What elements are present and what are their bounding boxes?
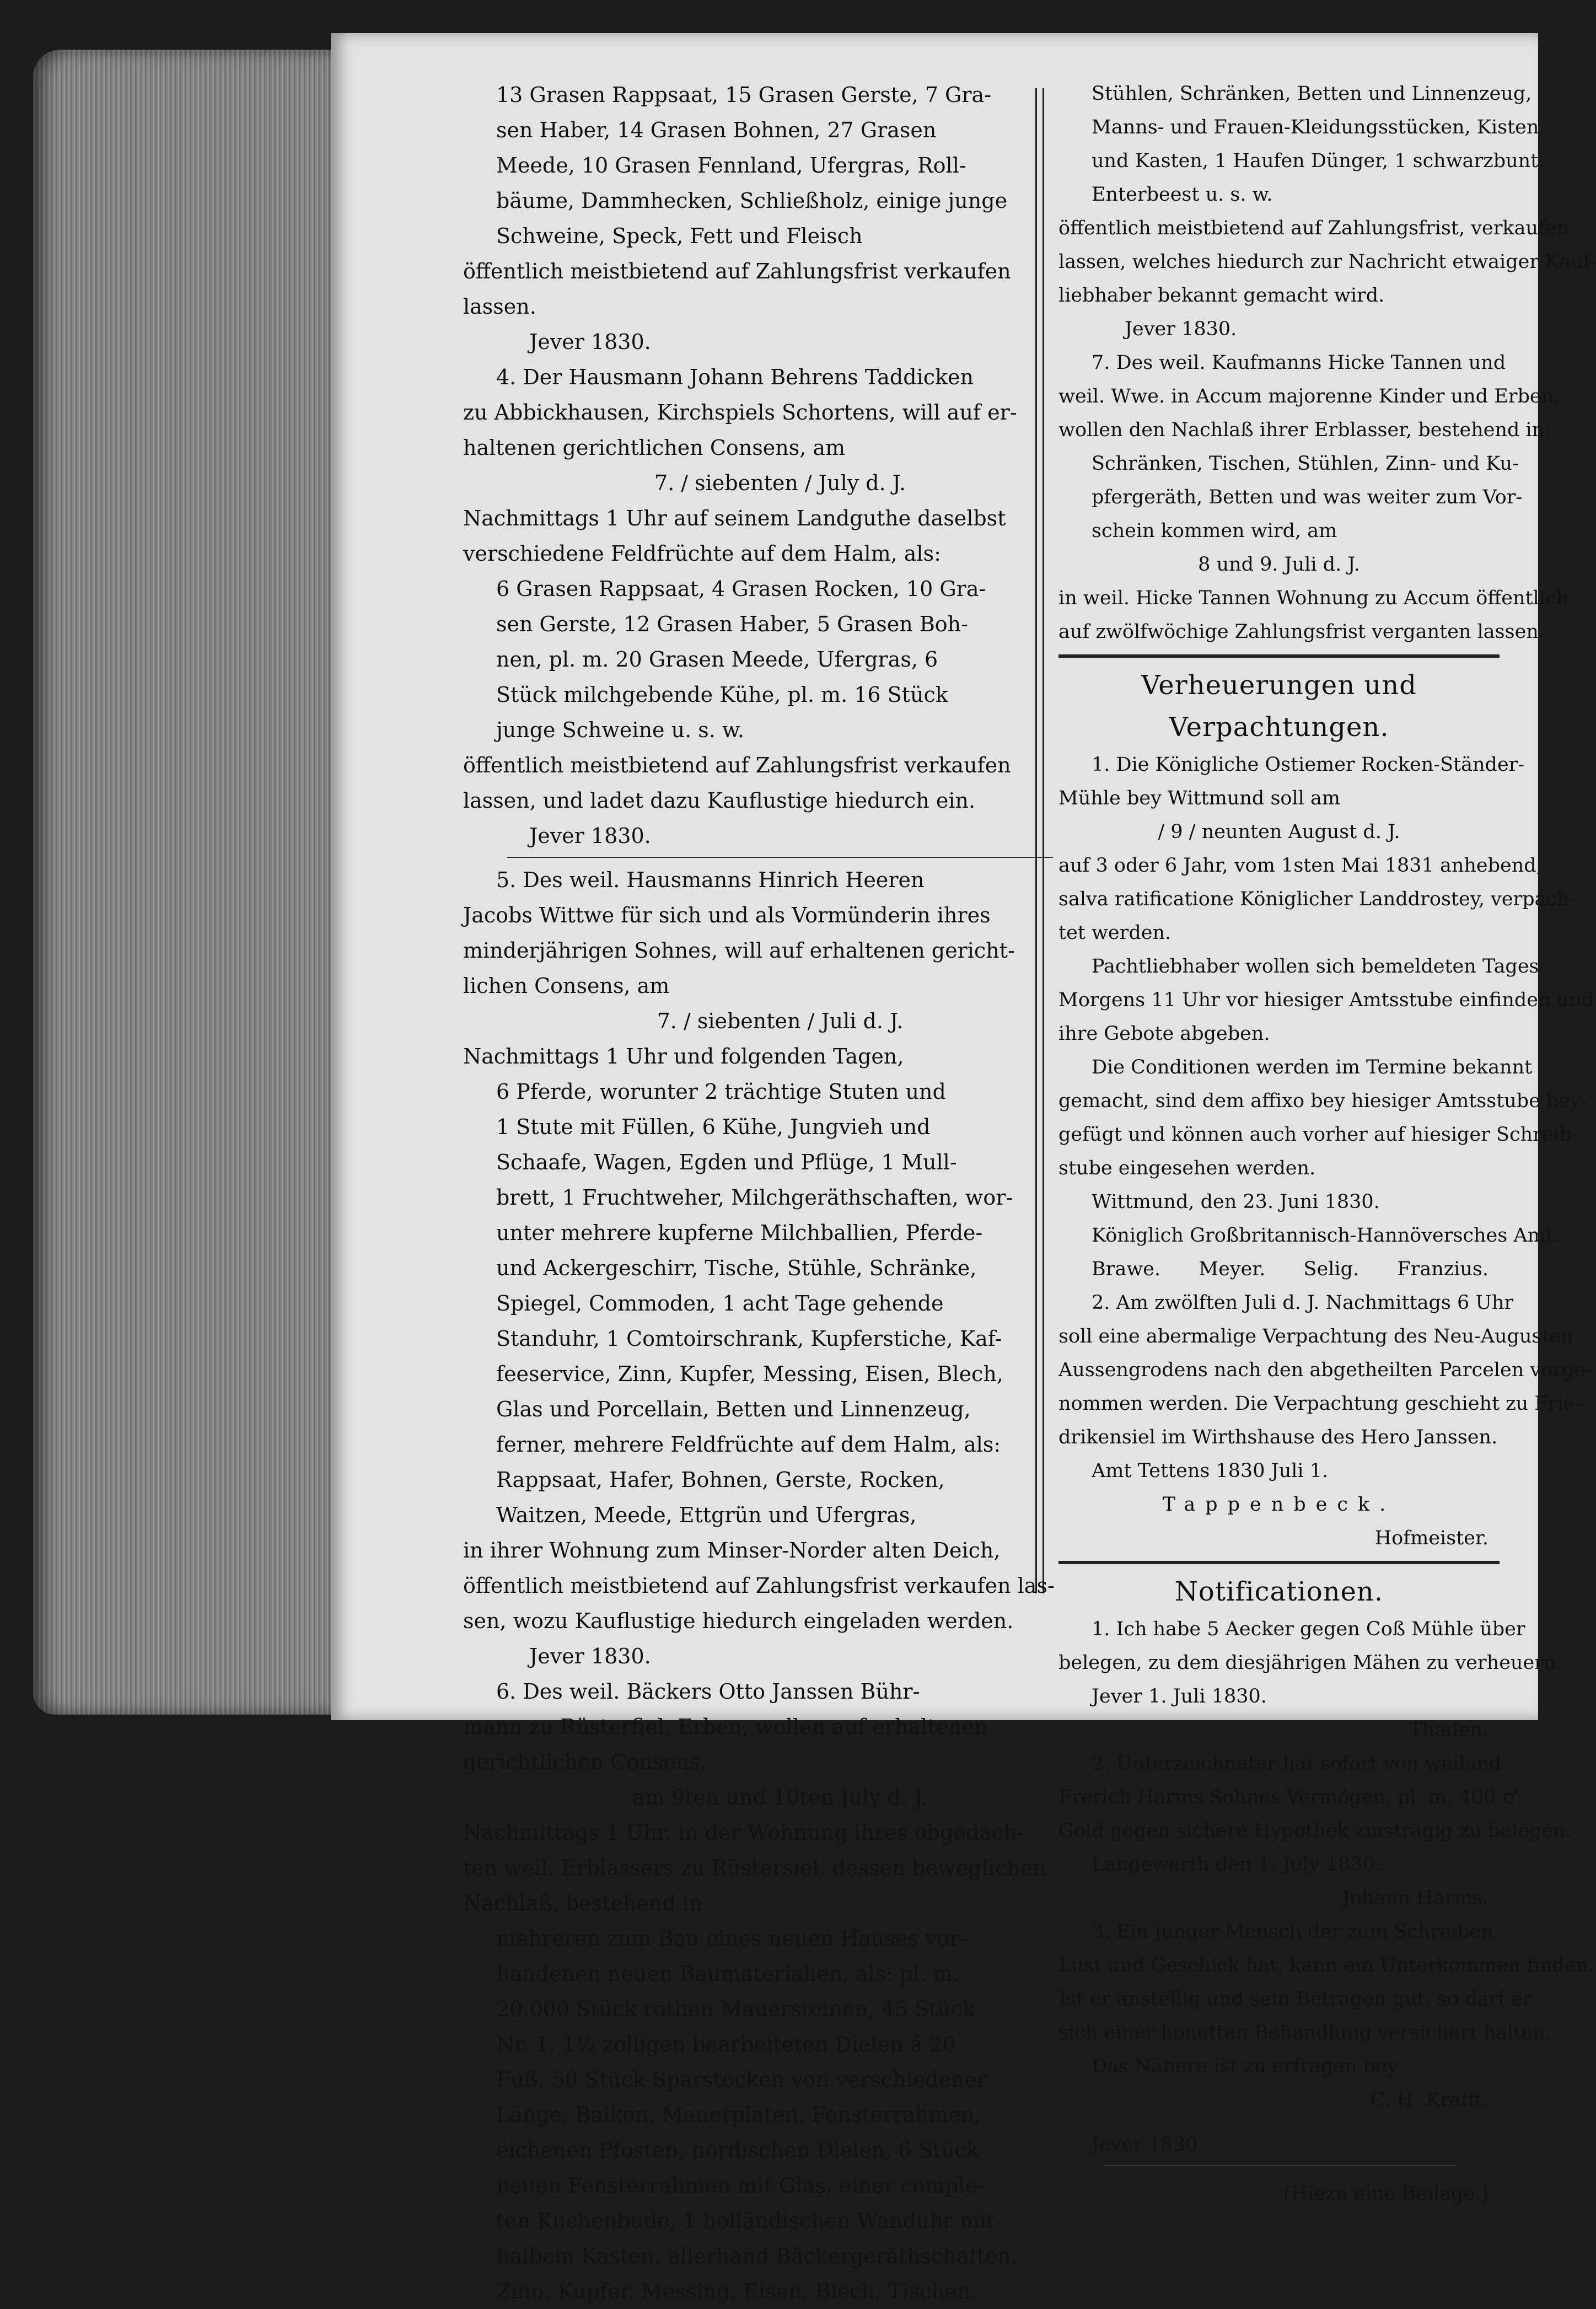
place-date: Jever 1830. [529, 824, 651, 848]
signer-title: Hofmeister. [1374, 1527, 1488, 1549]
text-line: Nachlaß, bestehend in [463, 1891, 703, 1915]
text-line: weil. Wwe. in Accum majorenne Kinder und Erben, [1058, 385, 1560, 407]
text-line: 20,000 Stück rothen Mauersteinen, 45 Stück [496, 1997, 976, 2021]
notification-1 [1058, 1613, 1562, 1747]
text-line: gefügt und können auch vorher auf hiesiger Schreib- [1058, 1124, 1578, 1146]
place-date: Langewerth den 1. July 1830. [1092, 1854, 1382, 1876]
text-line: verschiedene Feldfrüchte auf dem Halm, als: [463, 541, 941, 566]
text-line: ferner, mehrere Feldfrüchte auf dem Halm, als: [496, 1432, 1001, 1457]
text-line: Enterbeest u. s. w. [1092, 184, 1273, 206]
supplement-note: (Hiezu eine Beilage.) [1283, 2183, 1488, 2205]
text-line: Spiegel, Commoden, 1 acht Tage gehende [496, 1291, 944, 1315]
separator-rule [1103, 2165, 1455, 2166]
place-date: Jever 1830. [1092, 2134, 1204, 2156]
auction-date: am 9ten und 10ten July d. J. [632, 1785, 928, 1809]
text-line: Aussengrodens nach den abgetheilten Parcelen vorge- [1058, 1359, 1592, 1381]
place-date: Jever 1. Juli 1830. [1092, 1685, 1267, 1707]
text-line: Nachmittags 1 Uhr auf seinem Landguthe daselbst [463, 506, 1006, 530]
text-line: auf zwölfwöchige Zahlungsfrist verganten lassen. [1058, 621, 1545, 643]
auction-date: 7. / siebenten / Juli d. J. [657, 1009, 904, 1033]
notification-3 [1058, 1915, 1595, 2211]
text-line: Zinn, Kupfer, Messing, Eisen, Blech, Tischen, [496, 2279, 978, 2303]
text-line: Frerich Harms Sohnes Vermögen, pl. m. 400 ♂ [1058, 1786, 1519, 1808]
item-list [463, 1074, 1097, 1533]
text-line: feeservice, Zinn, Kupfer, Messing, Eisen, Blech, [496, 1362, 1003, 1386]
text-line: stube eingesehen werden. [1058, 1157, 1316, 1179]
text-line: Glas und Porcellain, Betten und Linnenzeug, [496, 1397, 971, 1421]
auction-date: 8 und 9. Juli d. J. [1198, 554, 1360, 576]
text-line: sen, wozu Kauflustige hiedurch eingeladen werden. [463, 1609, 1014, 1633]
text-line: Meede, 10 Grasen Fennland, Ufergras, Roll- [496, 153, 966, 178]
continuation-items [463, 77, 1097, 254]
section-rule [1058, 654, 1500, 658]
text-line: lassen, welches hiedurch zur Nachricht etwaiger Kauf- [1058, 251, 1596, 273]
text-line: nommen werden. Die Verpachtung geschieht zu Frie- [1058, 1393, 1582, 1415]
newspaper-page [331, 33, 1596, 2303]
text-line: ten Kuchenbude, 1 holländischen Wanduhr mit [496, 2209, 995, 2233]
text-line: salva ratificatione Königlicher Landdrostey, verpach- [1058, 888, 1576, 910]
text-line: öffentlich meistbietend auf Zahlungsfrist verkaufen [463, 259, 1011, 283]
text-line: öffentlich meistbietend auf Zahlungsfrist, verkaufen [1058, 217, 1570, 239]
signer: Meyer. [1199, 1258, 1266, 1280]
text-line: Jacobs Wittwe für sich und als Vormünderin ihres [463, 903, 991, 927]
text-line: unter mehrere kupferne Milchballien, Pferde- [496, 1221, 983, 1245]
text-line: Stühlen, Schränken, Betten und Linnenzeug, [1092, 83, 1532, 105]
text-line: neuen Fensterrahmen mit Glas, einer comple- [496, 2173, 985, 2198]
advert-6 [463, 1674, 1097, 2309]
text-line: 2. Am zwölften Juli d. J. Nachmittags 6 Uhr [1092, 1292, 1514, 1314]
text-line: Die Conditionen werden im Termine bekannt [1092, 1056, 1533, 1078]
text-line: minderjährigen Sohnes, will auf erhaltenen gericht- [463, 938, 1015, 963]
text-line: mann zu Rüsterfiel, Erben, wollen auf erhaltenen [463, 1715, 988, 1739]
place-date: Amt Tettens 1830 Juli 1. [1092, 1460, 1329, 1482]
text-line: in ihrer Wohnung zum Minser-Norder alten Deich, [463, 1538, 1001, 1562]
text-line: 1 Stute mit Füllen, 6 Kühe, Jungvieh und [496, 1115, 931, 1139]
text-line: soll eine abermalige Verpachtung des Neu-Augusten [1058, 1325, 1573, 1347]
text-line: drikensiel im Wirthshause des Hero Janssen. [1058, 1426, 1498, 1448]
item-list [463, 571, 1097, 748]
text-line: und Kasten, 1 Haufen Dünger, 1 schwarzbunt. [1092, 150, 1545, 172]
text-line: 5. Des weil. Hausmanns Hinrich Heeren [496, 868, 925, 892]
item-list [1058, 447, 1523, 548]
signer: Tappenbeck. [1162, 1494, 1396, 1516]
text-line: Morgens 11 Uhr vor hiesiger Amtsstube einfinden und [1058, 989, 1594, 1011]
signer: Brawe. [1092, 1258, 1161, 1280]
text-line: bäume, Dammhecken, Schließholz, einige junge [496, 189, 1008, 213]
section-heading-notifications: Notificationen. [1174, 1576, 1384, 1607]
issuing-office: Königlich Großbritannisch-Hannöversches Amt. [1092, 1225, 1560, 1247]
text-line: schein kommen wird, am [1092, 520, 1337, 542]
text-line: liebhaber bekannt gemacht wird. [1058, 284, 1385, 307]
section-rule [1058, 1561, 1500, 1564]
signer: Selig. [1303, 1258, 1359, 1280]
item-list [1058, 77, 1545, 212]
place-date: Jever 1830. [529, 1644, 651, 1668]
text-line: 6 Grasen Rappsaat, 4 Grasen Rocken, 10 Gra- [496, 577, 986, 601]
text-line: lassen. [463, 294, 536, 319]
text-line: Schränken, Tischen, Stühlen, Zinn- und Ku- [1092, 453, 1519, 475]
text-line: Fuß, 50 Stück Sparstöcken von verschiedener [496, 2068, 987, 2092]
text-line: Nachmittags 1 Uhr, in der Wohnung ihres obgedach- [463, 1821, 1024, 1845]
text-line: 1. Die Königliche Ostiemer Rocken-Ständer- [1092, 754, 1525, 776]
text-line: Mühle bey Wittmund soll am [1058, 787, 1341, 809]
auction-date: 7. / siebenten / July d. J. [654, 471, 906, 495]
text-line: Gold gegen sichere Hypothek zinsträgig zu belegen. [1058, 1820, 1572, 1842]
text-line: lassen, und ladet dazu Kauflustige hiedurch ein. [463, 788, 976, 813]
text-line: Manns- und Frauen-Kleidungsstücken, Kisten [1092, 116, 1539, 138]
text-line: belegen, zu dem diesjährigen Mähen zu verheuern. [1058, 1652, 1562, 1674]
book-page-edges [33, 50, 331, 1715]
text-line: ihre Gebote abgeben. [1058, 1023, 1270, 1045]
text-line: 4. Der Hausmann Johann Behrens Taddicken [496, 365, 974, 389]
text-line: ten weil. Erblassers zu Rüstersiel, dessen beweglichen [463, 1856, 1046, 1880]
text-line: handenen neuen Baumaterialien, als: pl. m. [496, 1962, 960, 1986]
text-line: Nr. 1. 1½ zolligen bearbeiteten Dielen á 20 [496, 2032, 956, 2056]
text-line: Nachmittags 1 Uhr und folgenden Tagen, [463, 1044, 904, 1068]
item-list [463, 1921, 1097, 2309]
advert-7 [1058, 346, 1569, 649]
text-line: 7. Des weil. Kaufmanns Hicke Tannen und [1092, 352, 1506, 374]
text-line: sen Gerste, 12 Grasen Haber, 5 Grasen Boh- [496, 612, 968, 636]
text-line: haltenen gerichtlichen Consens, am [463, 436, 846, 460]
text-line: Standuhr, 1 Comtoirschrank, Kupferstiche, Kaf- [496, 1327, 1002, 1351]
advert-5 [463, 862, 1097, 1674]
text-line: zu Abbickhausen, Kirchspiels Schortens, will auf er- [463, 400, 1017, 425]
text-line: 6 Pferde, worunter 2 trächtige Stuten und [496, 1080, 946, 1104]
text-line: Das Nähere ist zu erfragen bey [1092, 2055, 1398, 2077]
text-line: 2. Unterzeichneter hat sofort von weiland [1092, 1753, 1502, 1775]
place-date: Wittmund, den 23. Juni 1830. [1092, 1191, 1380, 1213]
text-line: öffentlich meistbietend auf Zahlungsfrist verkaufen las- [463, 1574, 1055, 1598]
left-column [463, 77, 1097, 2309]
text-line: und Ackergeschirr, Tische, Stühle, Schränke, [496, 1256, 977, 1280]
advert-4 [463, 359, 1097, 858]
text-line: auf 3 oder 6 Jahr, vom 1sten Mai 1831 anhebend, [1058, 855, 1543, 877]
text-line: sen Haber, 14 Grasen Bohnen, 27 Grasen [496, 118, 937, 142]
text-line: lichen Consens, am [463, 974, 670, 998]
text-line: wollen den Nachlaß ihrer Erblasser, bestehend in: [1058, 419, 1551, 441]
text-line: Stück milchgebende Kühe, pl. m. 16 Stück [496, 683, 948, 707]
text-line: 6. Des weil. Bäckers Otto Janssen Bühr- [496, 1679, 920, 1704]
text-line: Rappsaat, Hafer, Bohnen, Gerste, Rocken, [496, 1468, 945, 1492]
text-line: Ist er anstellig und sein Betragen gut, so darf er [1058, 1988, 1532, 2010]
lease-notice-1 [1058, 748, 1594, 1286]
text-line: 13 Grasen Rappsaat, 15 Grasen Gerste, 7 Gra- [496, 83, 992, 107]
signer: Thaden. [1409, 1719, 1488, 1741]
text-line: eichenen Pfosten, nordischen Dielen, 6 Stück [496, 2138, 979, 2162]
separator-rule [507, 857, 1053, 858]
signer: Johann Harms. [1342, 1887, 1488, 1909]
text-line: 1. Ich habe 5 Aecker gegen Coß Mühle über [1092, 1618, 1525, 1640]
text-line: Schaafe, Wagen, Egden und Pflüge, 1 Mull- [496, 1150, 957, 1174]
text-line: Länge, Balken, Mauerplaten, Fensterrahmen, [496, 2103, 981, 2127]
place-date: Jever 1830. [529, 330, 651, 354]
signer: Franzius. [1397, 1258, 1488, 1280]
section-heading-lease: Verheuerungen und Verpachtungen. [1141, 670, 1417, 743]
text-line: Waitzen, Meede, Ettgrün und Ufergras, [496, 1503, 917, 1527]
text-line: nen, pl. m. 20 Grasen Meede, Ufergras, 6 [496, 647, 938, 672]
lease-date: / 9 / neunten August d. J. [1158, 821, 1400, 843]
text-line: junge Schweine u. s. w. [496, 718, 745, 742]
signatures [1058, 1253, 1500, 1286]
text-line: öffentlich meistbietend auf Zahlungsfrist verkaufen [463, 753, 1011, 777]
text-line: gemacht, sind dem affixo bey hiesiger Amtsstube bey- [1058, 1090, 1588, 1112]
text-line: sich einer honetten Behandlung versichert halten. [1058, 2022, 1551, 2044]
text-line: gerichtlichen Consens, [463, 1750, 707, 1774]
text-line: tet werden. [1058, 922, 1172, 944]
text-line: halbem Kasten, allerhand Bäckergeräthschaften, [496, 2244, 1018, 2268]
lease-notice-2 [1058, 1286, 1592, 1555]
text-line: in weil. Hicke Tannen Wohnung zu Accum öffentlich [1058, 587, 1569, 609]
text-line: Pachtliebhaber wollen sich bemeldeten Tages [1092, 955, 1539, 978]
text-line: mehreren zum Bau eines neuen Hauses vor- [496, 1926, 967, 1951]
notification-2 [1058, 1747, 1572, 1915]
text-line: brett, 1 Fruchtweher, Milchgeräthschaften, wor- [496, 1185, 1013, 1210]
place-date: Jever 1830. [1125, 318, 1237, 340]
text-line: Schweine, Speck, Fett und Fleisch [496, 224, 863, 248]
text-line: pfergeräth, Betten und was weiter zum Vor- [1092, 486, 1523, 508]
text-line: 3. Ein junger Mensch der zum Schreiben [1092, 1921, 1493, 1943]
text-line: Lust und Geschick hat, kann ein Unterkommen finden. [1058, 1954, 1595, 1977]
right-column [1058, 77, 1596, 2211]
signer: C. H. Krafft. [1370, 2089, 1488, 2111]
